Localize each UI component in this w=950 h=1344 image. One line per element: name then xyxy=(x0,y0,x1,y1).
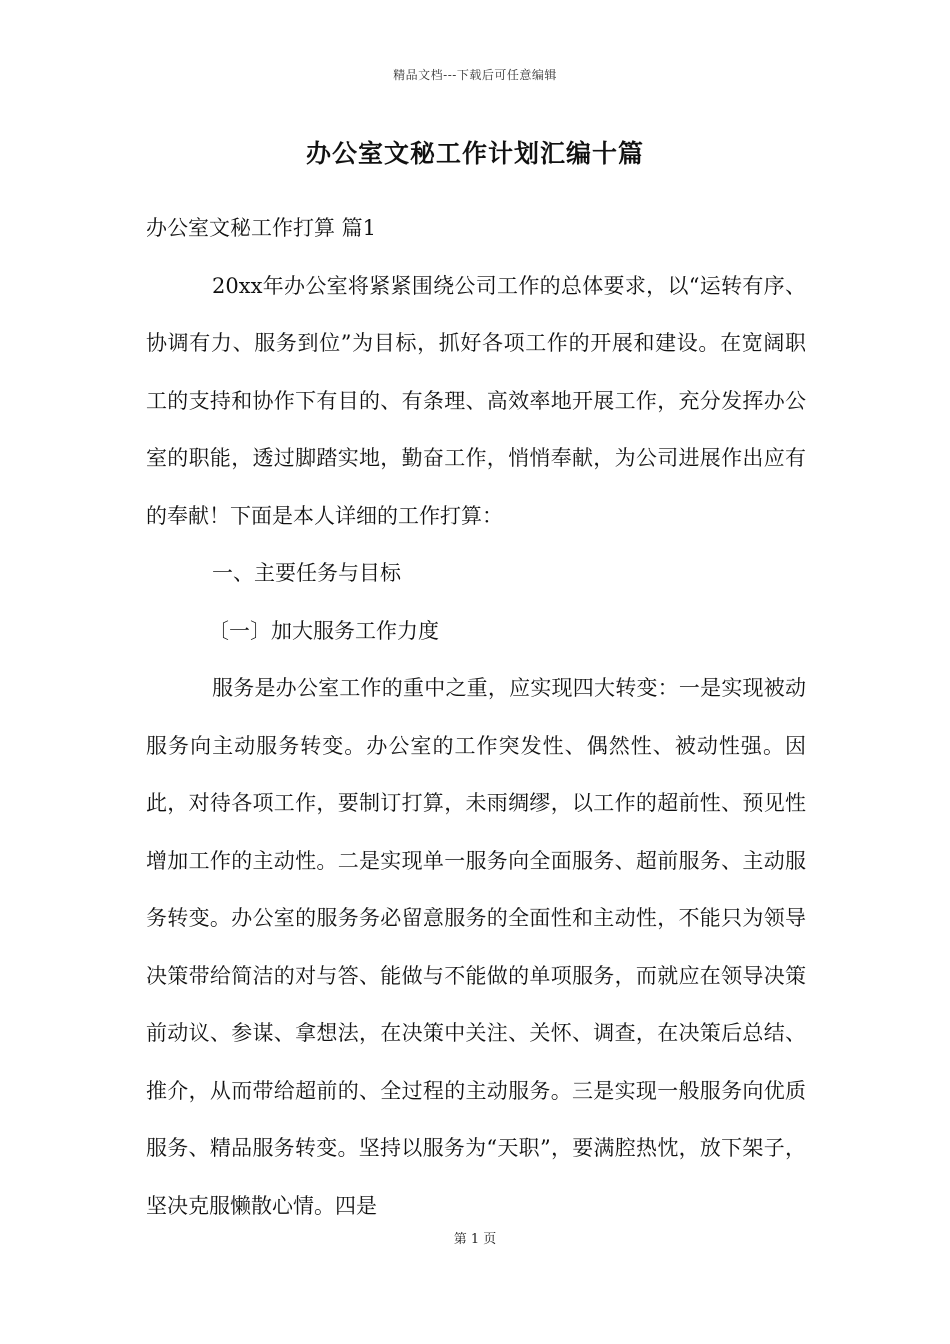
paragraph-intro: 20xx年办公室将紧紧围绕公司工作的总体要求，以“运转有序、协调有力、服务到位”为目标，抓好各项工作的开展和建设。在宽阔职工的支持和协作下有目的、有条理、高效率地开展工作，充分发挥办公室的职能，透过脚踏实地，勤奋工作，悄悄奉献，为公司进展作出应有的奉献！下面是本人详细的工作打算： xyxy=(146,273,806,528)
heading-main-tasks: 一、主要任务与目标 xyxy=(212,561,401,585)
paragraph-service: 服务是办公室工作的重中之重，应实现四大转变：一是实现被动服务向主动服务转变。办公室的工作突发性、偶然性、被动性强。因此，对待各项工作，要制订打算，未雨绸缪，以工作的超前性、预见性增加工作的主动性。二是实现单一服务向全面服务、超前服务、主动服务转变。办公室的服务务必留意服务的全面性和主动性，不能只为领导决策带给简洁的对与答、能做与不能做的单项服务，而就应在领导决策前动议、参谋、拿想法，在决策中关注、关怀、调查，在决策后总结、推介，从而带给超前的、全过程的主动服务。三是实现一般服务向优质服务、精品服务转变。坚持以服务为“天职”，要满腔热忱，放下架子，坚决克服懒散心情。四是 xyxy=(146,676,806,1218)
section-heading: 办公室文秘工作打算 篇1 xyxy=(146,216,377,240)
heading-service-work: 〔一〕加大服务工作力度 xyxy=(208,618,439,643)
header-note: 精品文档---下载后可任意编辑 xyxy=(393,68,557,82)
document-title: 办公室文秘工作计划汇编十篇 xyxy=(305,139,644,168)
document-body xyxy=(146,200,806,1235)
page-number: 第 1 页 xyxy=(453,1232,497,1247)
